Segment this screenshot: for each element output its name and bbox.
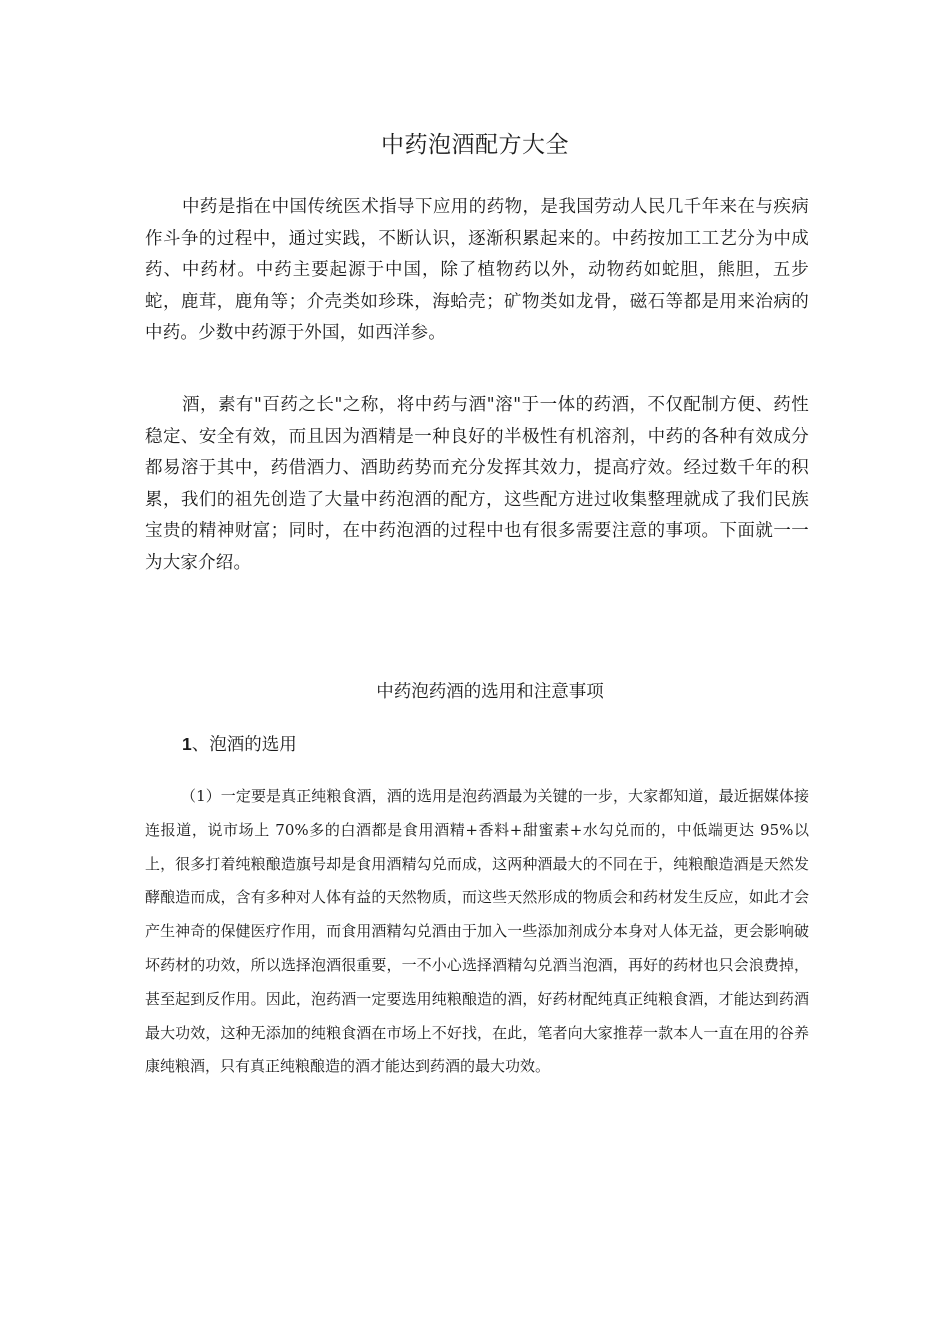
section-title: 中药泡药酒的选用和注意事项	[376, 682, 604, 702]
subsection-label: 、泡酒的选用	[191, 735, 297, 755]
intro-paragraph-1: 中药是指在中国传统医术指导下应用的药物，是我国劳动人民几千年来在与疾病作斗争的过程中，通过实践，不断认识，逐渐积累起来的。中药按加工工艺分为中成药、中药材。中药主要起源于中国，除了植物药以外，动物药如蛇胆，熊胆，五步蛇，鹿茸，鹿角等；介壳类如珍珠，海蛤壳；矿物类如龙骨，磁石等都是用来治病的中药。少数中药源于外国，如西洋参。	[145, 197, 809, 343]
subsection-heading	[182, 729, 297, 760]
intro-paragraph-2: 酒，素有"百药之长"之称，将中药与酒"溶"于一体的药酒，不仅配制方便、药性稳定、安全有效，而且因为酒精是一种良好的半极性有机溶剂，中药的各种有效成分都易溶于其中，药借酒力、酒助药势而充分发挥其效力，提高疗效。经过数千年的积累，我们的祖先创造了大量中药泡酒的配方，这些配方进过收集整理就成了我们民族宝贵的精神财富；同时，在中药泡酒的过程中也有很多需要注意的事项。下面就一一为大家介绍。	[145, 395, 809, 573]
document-title-text: 中药泡酒配方大全	[381, 132, 569, 158]
subsection-number: 1	[182, 734, 192, 754]
document-title	[0, 128, 950, 162]
body-paragraph: （1）一定要是真正纯粮食酒，酒的选用是泡药酒最为关键的一步，大家都知道，最近据媒体接连报道，说市场上 70%多的白酒都是食用酒精+香料+甜蜜素+水勾兑而的，中低端更达 95%以上，很多打着纯粮酿造旗号却是食用酒精勾兑而成，这两种酒最大的不同在于，纯粮酿造酒是天然发酵酿造而成，含有多种对人体有益的天然物质，而这些天然形成的物质会和药材发生反应，如此才会产生神奇的保健医疗作用，而食用酒精勾兑酒由于加入一些添加剂成分本身对人体无益，更会影响破坏药材的功效，所以选择泡酒很重要，一不小心选择酒精勾兑酒当泡酒，再好的药材也只会浪费掉，甚至起到反作用。因此，泡药酒一定要选用纯粮酿造的酒，好药材配纯真正纯粮食酒，才能达到药酒最大功效，这种无添加的纯粮食酒在市场上不好找，在此，笔者向大家推荐一款本人一直在用的谷养康纯粮酒，只有真正纯粮酿造的酒才能达到药酒的最大功效。	[145, 787, 809, 1076]
